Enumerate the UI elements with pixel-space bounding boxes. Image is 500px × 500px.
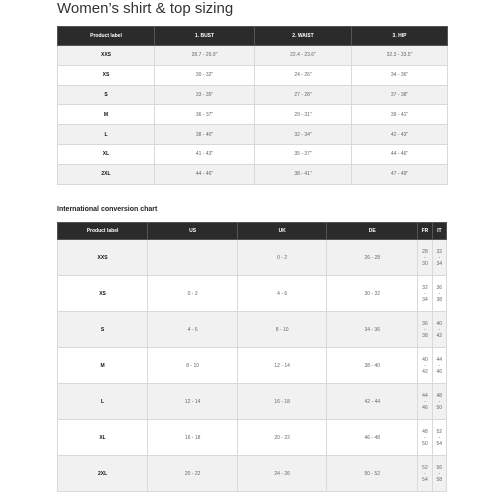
us-value: 16 - 18 [148,420,238,456]
table-row [58,456,447,492]
waist-value: 24 - 26" [255,65,352,85]
de-value: 26 - 28 [327,240,418,276]
us-value: 4 - 6 [148,312,238,348]
size-label: XL [58,144,155,164]
uk-value: 20 - 22 [238,420,327,456]
de-value: 30 - 32 [327,276,418,312]
size-label: S [58,85,155,105]
size-label: M [58,348,148,384]
waist-value: 35 - 37" [255,144,352,164]
uk-value: 4 - 6 [238,276,327,312]
conversion-header-de: DE [327,223,418,240]
bust-value: 28.7 - 29.9" [155,46,255,66]
waist-value: 27 - 28" [255,85,352,105]
it-value: 32 - 34 [432,240,446,276]
size-label: S [58,312,148,348]
fr-value: 48 - 50 [418,420,432,456]
table-row [58,65,448,85]
de-value: 50 - 52 [327,456,418,492]
hip-value: 39 - 41" [352,105,448,125]
conversion-header-uk: UK [238,223,327,240]
bust-value: 30 - 32" [155,65,255,85]
table-row [58,144,448,164]
uk-value: 24 - 26 [238,456,327,492]
table-row [58,420,447,456]
bust-value: 33 - 35" [155,85,255,105]
conversion-header-us: US [148,223,238,240]
us-value: 8 - 10 [148,348,238,384]
table-row [58,276,447,312]
us-value [148,240,238,276]
table-row [58,85,448,105]
hip-value: 37 - 38" [352,85,448,105]
sizing-table [57,26,448,185]
conversion-table [57,222,447,492]
size-label: XXS [58,240,148,276]
it-value: 40 - 42 [432,312,446,348]
table-row [58,164,448,184]
waist-value: 22.4 - 23.6" [255,46,352,66]
conversion-header-product-label: Product label [58,223,148,240]
it-value: 36 - 38 [432,276,446,312]
conversion-chart-title: International conversion chart [57,206,158,213]
waist-value: 32 - 34" [255,125,352,145]
table-row [58,105,448,125]
conversion-header-fr: FR [418,223,432,240]
page-title: Women’s shirt & top sizing [57,0,234,17]
hip-value: 34 - 36" [352,65,448,85]
sizing-header-hip: 3. HIP [352,27,448,46]
table-row [58,348,447,384]
it-value: 44 - 46 [432,348,446,384]
de-value: 34 - 36 [327,312,418,348]
table-row [58,312,447,348]
hip-value: 32.3 - 33.5" [352,46,448,66]
size-label: XS [58,276,148,312]
de-value: 38 - 40 [327,348,418,384]
us-value: 12 - 14 [148,384,238,420]
table-row [58,46,448,66]
conversion-header-row [58,223,447,240]
bust-value: 38 - 40" [155,125,255,145]
table-row [58,384,447,420]
waist-value: 38 - 41" [255,164,352,184]
size-label: XL [58,420,148,456]
conversion-header-it: IT [432,223,446,240]
waist-value: 29 - 31" [255,105,352,125]
fr-value: 28 - 30 [418,240,432,276]
fr-value: 40 - 42 [418,348,432,384]
size-label: XS [58,65,155,85]
sizing-header-bust: 1. BUST [155,27,255,46]
size-label: 2XL [58,164,155,184]
de-value: 46 - 48 [327,420,418,456]
us-value: 20 - 22 [148,456,238,492]
uk-value: 8 - 10 [238,312,327,348]
it-value: 52 - 54 [432,420,446,456]
it-value: 48 - 50 [432,384,446,420]
fr-value: 36 - 38 [418,312,432,348]
fr-value: 44 - 46 [418,384,432,420]
uk-value: 16 - 18 [238,384,327,420]
size-label: M [58,105,155,125]
it-value: 56 - 58 [432,456,446,492]
size-label: L [58,384,148,420]
table-row [58,240,447,276]
size-label: XXS [58,46,155,66]
bust-value: 41 - 43" [155,144,255,164]
de-value: 42 - 44 [327,384,418,420]
table-row [58,125,448,145]
fr-value: 52 - 54 [418,456,432,492]
sizing-header-row [58,27,448,46]
sizing-header-product-label: Product label [58,27,155,46]
us-value: 0 - 2 [148,276,238,312]
bust-value: 36 - 37" [155,105,255,125]
uk-value: 0 - 2 [238,240,327,276]
hip-value: 42 - 43" [352,125,448,145]
size-label: L [58,125,155,145]
bust-value: 44 - 46" [155,164,255,184]
sizing-header-waist: 2. WAIST [255,27,352,46]
hip-value: 44 - 46" [352,144,448,164]
uk-value: 12 - 14 [238,348,327,384]
fr-value: 32 - 34 [418,276,432,312]
size-label: 2XL [58,456,148,492]
hip-value: 47 - 49" [352,164,448,184]
